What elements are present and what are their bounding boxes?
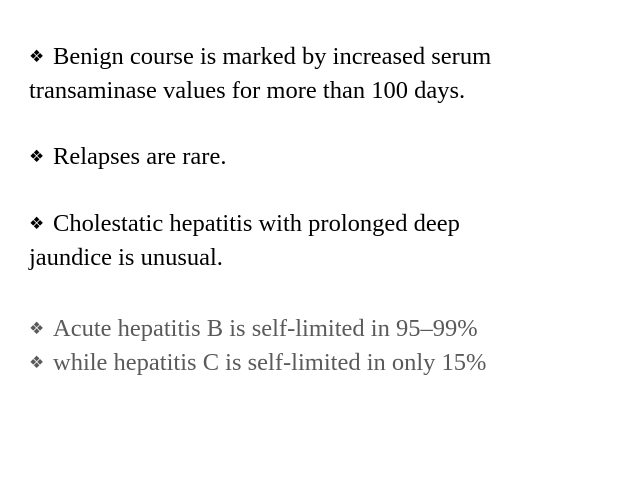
bullet-line <box>29 140 629 174</box>
bullet-item-hepatitis-comparison <box>29 312 629 380</box>
diamond-bullet-icon: ❖ <box>29 214 45 234</box>
bullet-line <box>29 207 629 241</box>
bullet-text: while hepatitis C is self-limited in only 15% <box>53 349 487 376</box>
diamond-bullet-icon: ❖ <box>29 47 45 67</box>
bullet-item-cholestatic-hepatitis <box>29 207 629 274</box>
bullet-item-relapses <box>29 140 629 174</box>
bullet-text: Relapses are rare. <box>53 143 227 170</box>
bullet-item-benign-course <box>29 40 629 107</box>
bullet-line: jaundice is unusual. <box>29 244 223 271</box>
bullet-line <box>29 346 629 380</box>
bullet-text: Benign course is marked by increased serum <box>53 43 492 70</box>
bullet-text: Acute hepatitis B is self-limited in 95–99% <box>53 315 478 342</box>
diamond-bullet-icon: ❖ <box>29 147 45 167</box>
bullet-line <box>29 312 629 346</box>
bullet-line <box>29 40 629 74</box>
bullet-line: transaminase values for more than 100 days. <box>29 77 466 104</box>
bullet-text: Cholestatic hepatitis with prolonged deep <box>53 210 460 237</box>
diamond-bullet-icon: ❖ <box>29 353 45 373</box>
diamond-bullet-icon: ❖ <box>29 319 45 339</box>
